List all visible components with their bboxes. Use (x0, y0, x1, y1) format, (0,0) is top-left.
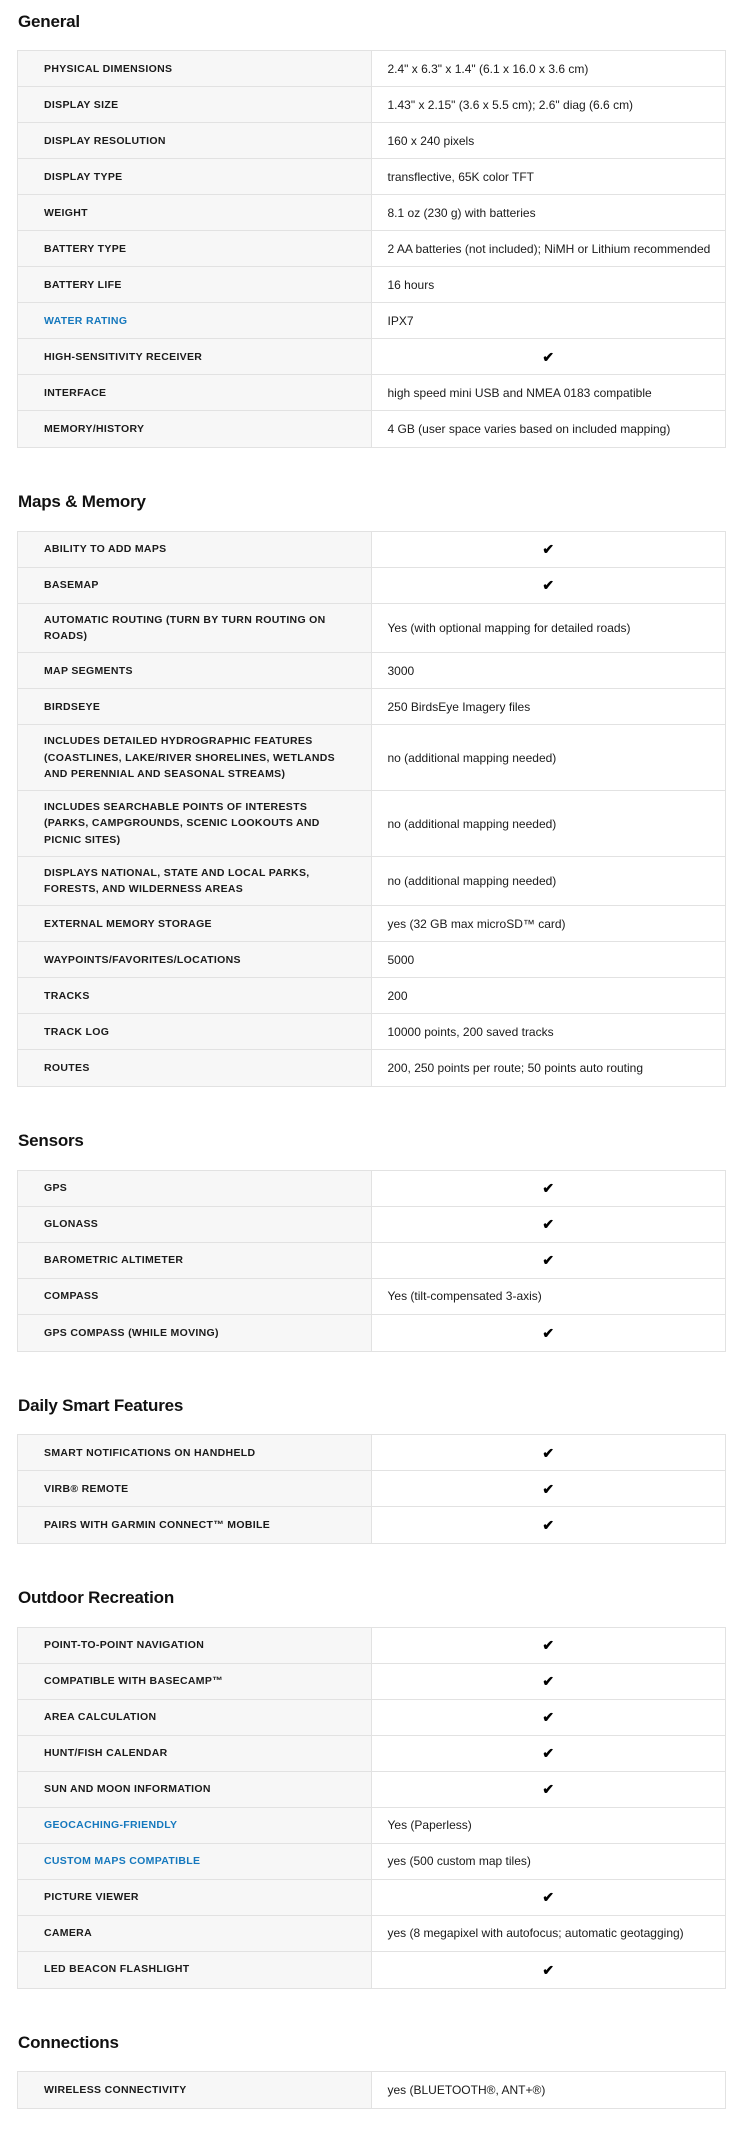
spec-row (18, 1279, 725, 1315)
spec-label: INCLUDES DETAILED HYDROGRAPHIC FEATURES (COASTLINES, LAKE/RIVER SHORELINES, WETLANDS AND PERENNIAL AND SEASONAL STREAMS) (18, 725, 372, 790)
section-title: General (18, 12, 80, 31)
spec-label: INCLUDES SEARCHABLE POINTS OF INTERESTS (PARKS, CAMPGROUNDS, SCENIC LOOKOUTS AND PICNIC SITES) (18, 791, 372, 856)
spec-label: WAYPOINTS/FAVORITES/LOCATIONS (18, 942, 372, 977)
section-title: Maps & Memory (18, 492, 146, 512)
check-icon: ✔ (542, 1889, 555, 1906)
spec-value: yes (BLUETOOTH®, ANT+®) (387, 2083, 546, 2097)
check-icon: ✔ (542, 541, 555, 558)
check-icon: ✔ (542, 1180, 555, 1197)
spec-label: COMPATIBLE WITH BASECAMP™ (18, 1664, 372, 1699)
spec-label: COMPASS (18, 1279, 372, 1314)
spec-value: 5000 (387, 952, 415, 967)
spec-label: TRACKS (18, 978, 372, 1013)
spec-row (18, 339, 725, 375)
spec-row (18, 978, 725, 1014)
check-icon: ✔ (542, 1216, 555, 1233)
spec-value: Yes (Paperless) (387, 1818, 472, 1833)
spec-label: WEIGHT (18, 195, 372, 230)
spec-row (18, 195, 725, 231)
spec-label: MAP SEGMENTS (18, 653, 372, 688)
spec-label-link[interactable]: CUSTOM MAPS COMPATIBLE (18, 1844, 372, 1879)
spec-label: DISPLAY TYPE (18, 159, 372, 194)
spec-row (18, 375, 725, 411)
spec-label: TRACK LOG (18, 1014, 372, 1049)
check-icon: ✔ (542, 348, 555, 365)
spec-value: no (additional mapping needed) (387, 816, 557, 831)
spec-value: no (additional mapping needed) (387, 874, 557, 889)
spec-value: no (additional mapping needed) (387, 750, 557, 765)
spec-label: DISPLAYS NATIONAL, STATE AND LOCAL PARKS, FORESTS, AND WILDERNESS AREAS (18, 857, 372, 906)
spec-section-connections (17, 2033, 726, 2109)
spec-label: POINT-TO-POINT NAVIGATION (18, 1628, 372, 1663)
spec-label: PICTURE VIEWER (18, 1880, 372, 1915)
spec-value-check (372, 1315, 726, 1351)
spec-label: SMART NOTIFICATIONS ON HANDHELD (18, 1435, 372, 1470)
spec-value-check (372, 1243, 726, 1278)
check-icon: ✔ (542, 1637, 555, 1654)
check-icon: ✔ (542, 1444, 555, 1461)
spec-section-general (17, 12, 726, 448)
spec-row (18, 653, 725, 689)
check-icon: ✔ (542, 1517, 555, 1534)
spec-section-daily-smart-features (17, 1396, 726, 1544)
spec-row (18, 1664, 725, 1700)
spec-value-check (372, 1700, 726, 1735)
spec-value: 2 AA batteries (not included); NiMH or Lithium recommended (387, 241, 711, 256)
spec-value: transflective, 65K color TFT (387, 169, 534, 184)
spec-label: ROUTES (18, 1050, 372, 1086)
spec-label: AREA CALCULATION (18, 1700, 372, 1735)
spec-row (18, 1772, 725, 1808)
spec-section-sensors (17, 1131, 726, 1351)
section-title: Connections (18, 2032, 119, 2052)
spec-row (18, 689, 725, 725)
spec-row (18, 1700, 725, 1736)
spec-row (18, 1471, 725, 1507)
spec-table (17, 50, 726, 448)
check-icon: ✔ (542, 577, 555, 594)
check-icon: ✔ (542, 1673, 555, 1690)
spec-value-check (372, 1471, 726, 1506)
section-title: Outdoor Recreation (18, 1588, 175, 1608)
spec-label: BIRDSEYE (18, 689, 372, 724)
spec-value: 3000 (387, 663, 415, 678)
spec-row (18, 1916, 725, 1952)
check-icon: ✔ (542, 1252, 555, 1269)
spec-row (18, 303, 725, 339)
spec-row (18, 1207, 725, 1243)
spec-label: DISPLAY RESOLUTION (18, 123, 372, 158)
spec-row (18, 942, 725, 978)
spec-label: INTERFACE (18, 375, 372, 410)
spec-row (18, 2072, 725, 2108)
spec-row (18, 725, 725, 791)
spec-value-check (372, 1664, 726, 1699)
spec-section-outdoor-recreation (17, 1588, 726, 1988)
spec-row (18, 857, 725, 907)
spec-label-link[interactable]: WATER RATING (18, 303, 372, 338)
spec-label: BAROMETRIC ALTIMETER (18, 1243, 372, 1278)
section-title: Daily Smart Features (18, 1395, 184, 1415)
spec-row (18, 1628, 725, 1664)
check-icon: ✔ (542, 1480, 555, 1497)
spec-row (18, 1014, 725, 1050)
spec-label: VIRB® REMOTE (18, 1471, 372, 1506)
spec-value-check (372, 1736, 726, 1771)
spec-label: EXTERNAL MEMORY STORAGE (18, 906, 372, 941)
spec-value: 4 GB (user space varies based on included mapping) (387, 422, 671, 437)
spec-value: high speed mini USB and NMEA 0183 compatible (387, 385, 652, 400)
spec-label: CAMERA (18, 1916, 372, 1951)
spec-table (17, 2071, 726, 2109)
spec-value-check (372, 1772, 726, 1807)
spec-row (18, 1808, 725, 1844)
spec-table (17, 1627, 726, 1989)
spec-value: 1.43" x 2.15" (3.6 x 5.5 cm); 2.6" diag (6.6 cm) (387, 97, 634, 112)
spec-label: GLONASS (18, 1207, 372, 1242)
spec-value: 200 (387, 988, 408, 1003)
check-icon: ✔ (542, 1781, 555, 1798)
spec-label: LED BEACON FLASHLIGHT (18, 1952, 372, 1988)
spec-row (18, 1050, 725, 1086)
spec-label: PAIRS WITH GARMIN CONNECT™ MOBILE (18, 1507, 372, 1543)
spec-row (18, 906, 725, 942)
spec-label: HIGH-SENSITIVITY RECEIVER (18, 339, 372, 374)
spec-value: yes (500 custom map tiles) (387, 1854, 531, 1869)
spec-table (17, 531, 726, 1088)
spec-row (18, 231, 725, 267)
spec-label: BASEMAP (18, 568, 372, 603)
spec-label: BATTERY LIFE (18, 267, 372, 302)
spec-value: Yes (with optional mapping for detailed roads) (387, 621, 631, 636)
spec-value: Yes (tilt-compensated 3-axis) (387, 1289, 542, 1304)
spec-value: 16 hours (387, 277, 435, 292)
spec-value: 250 BirdsEye Imagery files (387, 699, 531, 714)
spec-row (18, 267, 725, 303)
spec-row (18, 568, 725, 604)
spec-row (18, 1315, 725, 1351)
check-icon: ✔ (542, 1961, 555, 1978)
spec-label: BATTERY TYPE (18, 231, 372, 266)
spec-label: AUTOMATIC ROUTING (TURN BY TURN ROUTING ON ROADS) (18, 604, 372, 653)
spec-row (18, 604, 725, 654)
spec-row (18, 411, 725, 447)
spec-label: GPS (18, 1171, 372, 1206)
spec-row (18, 1952, 725, 1988)
spec-row (18, 123, 725, 159)
spec-label: MEMORY/HISTORY (18, 411, 372, 447)
spec-value-check (372, 1435, 726, 1470)
spec-value-check (372, 1628, 726, 1663)
spec-label: DISPLAY SIZE (18, 87, 372, 122)
spec-value: 160 x 240 pixels (387, 133, 475, 148)
spec-row (18, 1243, 725, 1279)
spec-label: SUN AND MOON INFORMATION (18, 1772, 372, 1807)
spec-value-check (372, 1507, 726, 1543)
spec-label: GPS COMPASS (WHILE MOVING) (18, 1315, 372, 1351)
spec-row (18, 1880, 725, 1916)
spec-value-check (372, 1207, 726, 1242)
spec-value-check (372, 1880, 726, 1915)
spec-label-link[interactable]: GEOCACHING-FRIENDLY (18, 1808, 372, 1843)
spec-value: 2.4" x 6.3" x 1.4" (6.1 x 16.0 x 3.6 cm) (387, 61, 589, 76)
spec-row (18, 51, 725, 87)
spec-value: 8.1 oz (230 g) with batteries (387, 205, 536, 220)
spec-value: yes (32 GB max microSD™ card) (387, 916, 566, 931)
check-icon: ✔ (542, 1745, 555, 1762)
spec-row (18, 1507, 725, 1543)
spec-row (18, 791, 725, 857)
spec-row (18, 1435, 725, 1471)
spec-value: 200, 250 points per route; 50 points auto routing (387, 1061, 644, 1076)
spec-row (18, 159, 725, 195)
spec-value-check (372, 339, 726, 374)
spec-section-maps-memory (17, 492, 726, 1087)
spec-row (18, 1736, 725, 1772)
spec-value-check (372, 1952, 726, 1988)
spec-value: yes (8 megapixel with autofocus; automatic geotagging) (387, 1926, 684, 1941)
spec-row (18, 1844, 725, 1880)
check-icon: ✔ (542, 1709, 555, 1726)
check-icon: ✔ (542, 1324, 555, 1341)
spec-value-check (372, 532, 726, 567)
spec-row (18, 1171, 725, 1207)
spec-value: IPX7 (387, 313, 414, 328)
spec-row (18, 87, 725, 123)
spec-label: PHYSICAL DIMENSIONS (18, 51, 372, 86)
spec-label: ABILITY TO ADD MAPS (18, 532, 372, 567)
spec-table (17, 1170, 726, 1352)
spec-value-check (372, 1171, 726, 1206)
section-title: Sensors (18, 1131, 84, 1151)
spec-row (18, 532, 725, 568)
spec-label: HUNT/FISH CALENDAR (18, 1736, 372, 1771)
spec-value: 10000 points, 200 saved tracks (387, 1024, 554, 1039)
spec-label: WIRELESS CONNECTIVITY (18, 2072, 372, 2108)
spec-value-check (372, 568, 726, 603)
spec-table (17, 1434, 726, 1544)
